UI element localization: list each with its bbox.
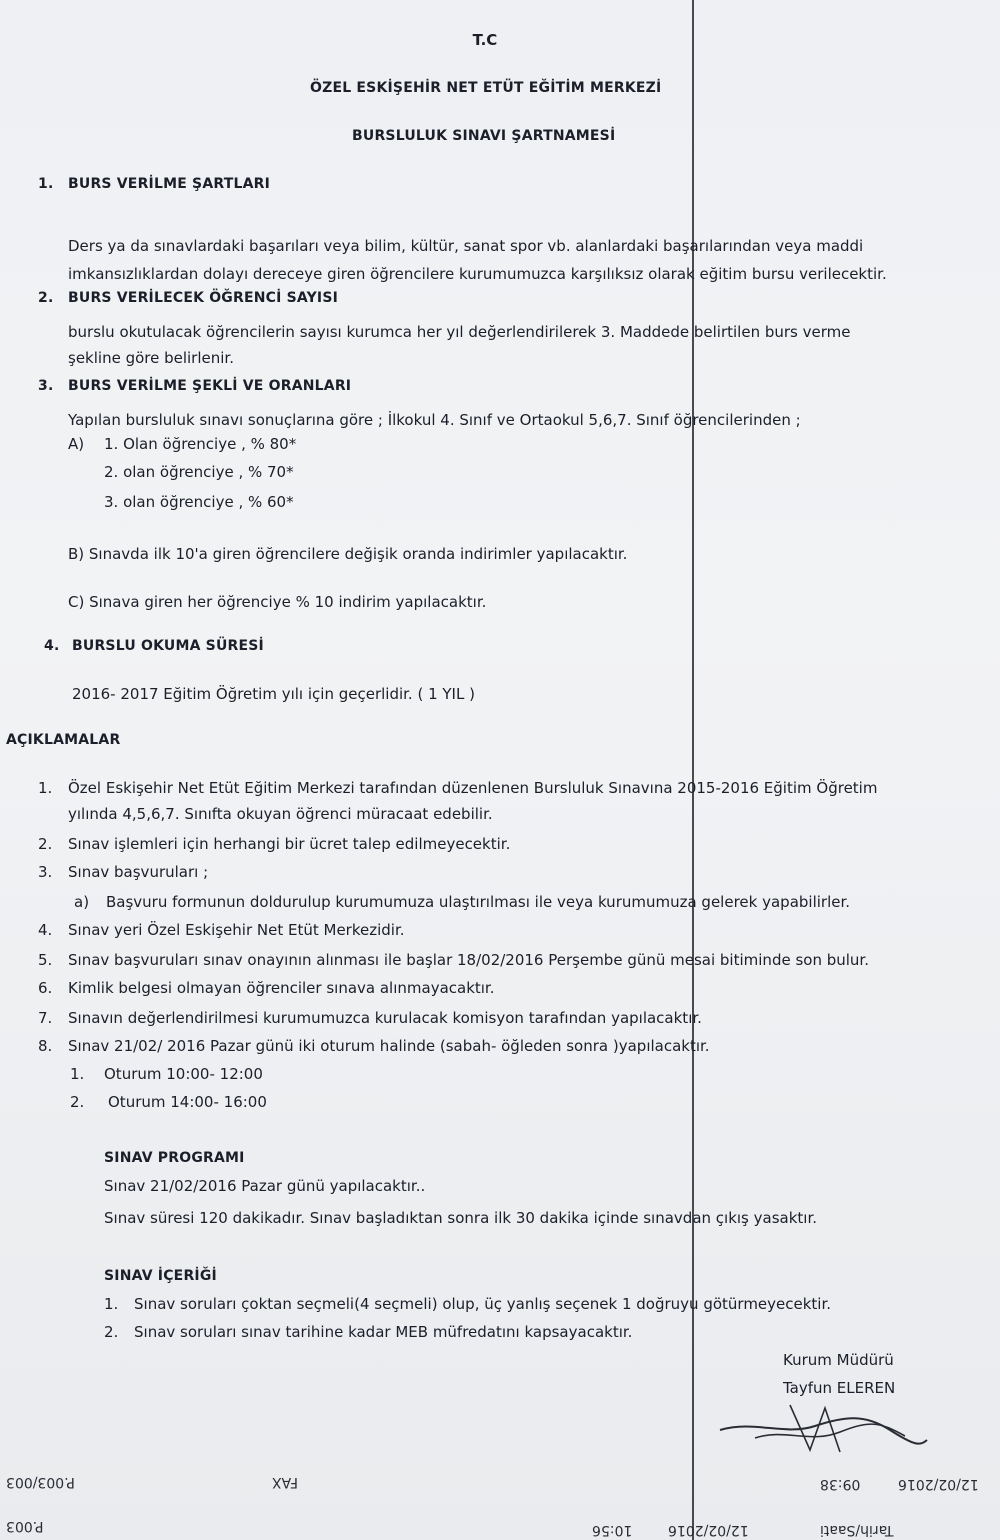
section-4-title: BURSLU OKUMA SÜRESİ (72, 638, 264, 654)
fax-page-top: P.003/003 (6, 1474, 75, 1490)
section-4-number: 4. (44, 638, 60, 654)
explanation-2-number: 2. (38, 835, 53, 853)
section-4-line: 2016- 2017 Eğitim Öğretim yılı için geçerlidir. ( 1 YIL ) (72, 685, 475, 703)
section-3-a-item-1: 1. Olan öğrenciye , % 80* (104, 435, 297, 453)
session-1-text: Oturum 10:00- 12:00 (104, 1065, 263, 1083)
explanation-7-number: 7. (38, 1009, 53, 1027)
section-2-line-1: burslu okutulacak öğrencilerin sayısı kurumca her yıl değerlendirilerek 3. Maddede belirtilen burs verme (68, 323, 851, 341)
explanation-4-text: Sınav yeri Özel Eskişehir Net Etüt Merkezidir. (68, 921, 405, 939)
section-1-line-2: imkansızlıklardan dolayı dereceye giren öğrencilere kurumumuzca karşılıksız olarak eğitim bursu verilecektir. (68, 265, 887, 283)
section-2-line-2: şekline göre belirlenir. (68, 349, 234, 367)
document-title: BURSLULUK SINAVI ŞARTNAMESİ (352, 128, 616, 144)
explanation-3-number: 3. (38, 863, 53, 881)
fax-page-bottom: P.003 (6, 1518, 44, 1534)
signature-icon (715, 1400, 930, 1460)
content-2-text: Sınav soruları sınav tarihine kadar MEB müfredatını kapsayacaktır. (134, 1323, 633, 1341)
fax-label-right: Tarih/Saati (820, 1522, 894, 1538)
fax-time-right: 09:38 (820, 1476, 861, 1492)
content-1-text: Sınav soruları çoktan seçmeli(4 seçmeli) olup, üç yanlış seçenek 1 doğruyu götürmeyecektir. (134, 1295, 832, 1313)
section-3-number: 3. (38, 378, 54, 394)
explanation-3-text: Sınav başvuruları ; (68, 863, 209, 881)
explanation-8-number: 8. (38, 1037, 53, 1055)
content-2-number: 2. (104, 1323, 119, 1341)
fax-date-left: 12/02/2016 (668, 1522, 749, 1538)
explanations-title: AÇIKLAMALAR (6, 732, 121, 748)
section-3-b-line: B) Sınavda ilk 10'a giren öğrencilere değişik oranda indirimler yapılacaktır. (68, 545, 628, 563)
fax-date-right: 12/02/2016 (898, 1476, 979, 1492)
signatory-name: Tayfun ELEREN (783, 1379, 896, 1397)
explanation-2-text: Sınav işlemleri için herhangi bir ücret talep edilmeyecektir. (68, 835, 511, 853)
explanation-6-number: 6. (38, 979, 53, 997)
program-line-2: Sınav süresi 120 dakikadır. Sınav başladıktan sonra ilk 30 dakika içinde sınavdan çıkış yasaktır. (104, 1209, 818, 1227)
section-2-title: BURS VERİLECEK ÖĞRENCİ SAYISI (68, 290, 339, 306)
explanation-7-text: Sınavın değerlendirilmesi kurumumuzca kurulacak komisyon tarafından yapılacaktır. (68, 1009, 702, 1027)
explanation-3a-text: Başvuru formunun doldurulup kurumumuza ulaştırılması ile veya kurumumuza gelerek yapabilirler. (106, 893, 851, 911)
section-1-line-1: Ders ya da sınavlardaki başarıları veya bilim, kültür, sanat spor vb. alanlardaki başarılarından veya maddi (68, 237, 864, 255)
fax-time-left: 10:56 (592, 1522, 633, 1538)
explanation-5-number: 5. (38, 951, 53, 969)
session-1-number: 1. (70, 1065, 85, 1083)
section-1-title: BURS VERİLME ŞARTLARI (68, 176, 271, 192)
session-2-text: Oturum 14:00- 16:00 (108, 1093, 267, 1111)
fax-mark: FAX (272, 1474, 298, 1490)
signatory-role: Kurum Müdürü (783, 1351, 894, 1369)
explanation-1-text: Özel Eskişehir Net Etüt Eğitim Merkezi tarafından düzenlenen Bursluluk Sınavına 2015-2016 Eğitim Öğretim (68, 779, 878, 797)
explanation-8-text: Sınav 21/02/ 2016 Pazar günü iki oturum halinde (sabah- öğleden sonra )yapılacaktır. (68, 1037, 710, 1055)
section-3-intro: Yapılan bursluluk sınavı sonuçlarına göre ; İlkokul 4. Sınıf ve Ortaokul 5,6,7. Sınıf öğrencilerinden ; (68, 411, 801, 429)
explanation-6-text: Kimlik belgesi olmayan öğrenciler sınava alınmayacaktır. (68, 979, 495, 997)
session-2-number: 2. (70, 1093, 85, 1111)
section-1-number: 1. (38, 176, 54, 192)
section-3-title: BURS VERİLME ŞEKLİ VE ORANLARI (68, 378, 352, 394)
explanation-4-number: 4. (38, 921, 53, 939)
program-line-1: Sınav 21/02/2016 Pazar günü yapılacaktır.. (104, 1177, 426, 1195)
explanation-5-text: Sınav başvuruları sınav onayının alınması ile başlar 18/02/2016 Perşembe günü mesai bitiminde son bulur. (68, 951, 869, 969)
section-3-a-item-3: 3. olan öğrenciye , % 60* (104, 493, 294, 511)
section-3-a-item-2: 2. olan öğrenciye , % 70* (104, 463, 294, 481)
content-1-number: 1. (104, 1295, 119, 1313)
institution-name: ÖZEL ESKİŞEHİR NET ETÜT EĞİTİM MERKEZİ (310, 80, 662, 96)
section-3-a-label: A) (68, 435, 85, 453)
explanation-1-number: 1. (38, 779, 53, 797)
section-3-c-line: C) Sınava giren her öğrenciye % 10 indirim yapılacaktır. (68, 593, 487, 611)
explanation-1-text-cont: yılında 4,5,6,7. Sınıfta okuyan öğrenci müracaat edebilir. (68, 805, 493, 823)
program-title: SINAV PROGRAMI (104, 1150, 245, 1166)
explanation-3a-label: a) (74, 893, 90, 911)
header-tc: T.C (472, 31, 498, 49)
section-2-number: 2. (38, 290, 54, 306)
content-title: SINAV İÇERİĞİ (104, 1268, 217, 1284)
